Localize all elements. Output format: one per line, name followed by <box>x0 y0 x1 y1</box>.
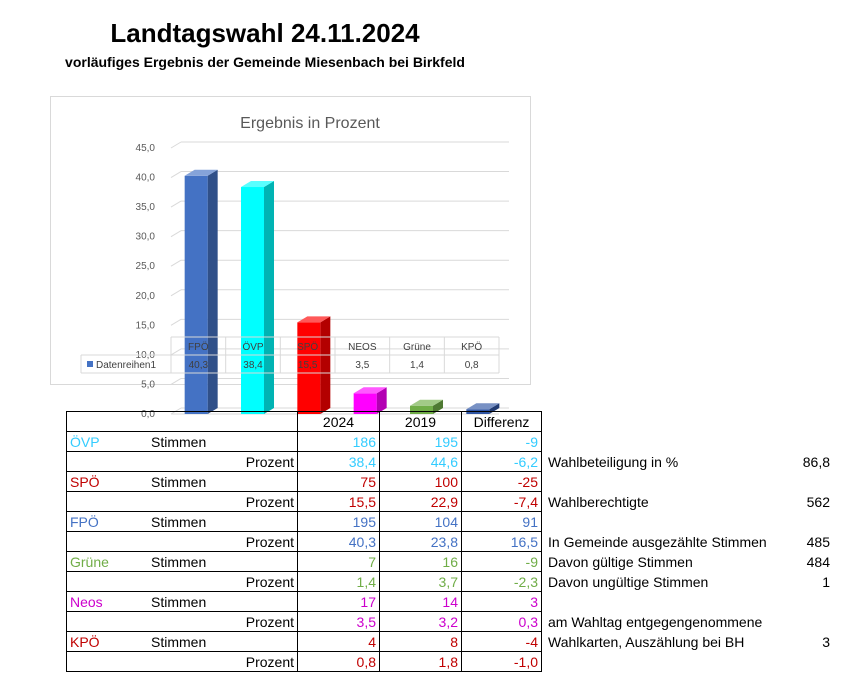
kind-cell: Prozent <box>139 572 298 592</box>
header-empty-kind <box>139 412 298 432</box>
value-2024-cell: 75 <box>298 472 380 492</box>
result-chart <box>50 96 531 420</box>
table-row <box>67 452 542 472</box>
value-2019-cell: 104 <box>380 512 462 532</box>
table-row <box>67 512 542 532</box>
diff-cell: 16,5 <box>462 532 542 552</box>
data-table-value: 40,3 <box>188 360 209 371</box>
gridline-depth <box>171 378 181 384</box>
wahlbeteiligung-label: Wahlbeteiligung in % <box>548 454 679 470</box>
kind-cell: Prozent <box>139 452 298 472</box>
gridline-depth <box>171 349 181 355</box>
x-category-label: ÖVP <box>242 342 264 353</box>
value-2024-cell: 15,5 <box>298 492 380 512</box>
y-tick-label: 35,0 <box>135 202 155 214</box>
y-tick-label: 30,0 <box>135 231 155 243</box>
legend-key <box>87 361 93 367</box>
value-2019-cell: 3,2 <box>380 612 462 632</box>
wahlbeteiligung-value: 86,8 <box>802 454 830 470</box>
data-table-value: 3,5 <box>355 360 370 371</box>
value-2019-cell: 16 <box>380 552 462 572</box>
value-2024-cell: 17 <box>298 592 380 612</box>
y-tick-label: 40,0 <box>135 172 155 184</box>
ausgezaehlt-value: 485 <box>806 534 830 550</box>
kind-cell: Stimmen <box>139 632 298 652</box>
table-row <box>67 612 542 632</box>
wahlkarten-value: 3 <box>822 634 830 650</box>
wahlberechtigte-label: Wahlberechtigte <box>548 494 649 510</box>
party-cell <box>67 452 140 472</box>
y-tick-label: 15,0 <box>135 320 155 332</box>
bar-fpö <box>185 170 218 414</box>
gridline-depth <box>171 290 181 296</box>
table-row <box>67 632 542 652</box>
data-table-value: 38,4 <box>243 360 263 371</box>
y-tick-label: 45,0 <box>135 143 155 154</box>
value-2024-cell: 7 <box>298 552 380 572</box>
party-cell: FPÖ <box>67 512 140 532</box>
kind-cell: Prozent <box>139 532 298 552</box>
table-row <box>67 652 542 672</box>
kind-cell: Prozent <box>139 492 298 512</box>
kind-cell: Stimmen <box>139 512 298 532</box>
table-row <box>67 572 542 592</box>
value-2019-cell: 100 <box>380 472 462 492</box>
kind-cell: Stimmen <box>139 592 298 612</box>
bar-övp <box>241 181 274 414</box>
party-cell: ÖVP <box>67 432 140 452</box>
value-2019-cell: 8 <box>380 632 462 652</box>
value-2019-cell: 195 <box>380 432 462 452</box>
diff-cell: -25 <box>462 472 542 492</box>
gridline-depth <box>171 231 181 237</box>
chart-svg <box>51 97 530 420</box>
diff-cell: -6,2 <box>462 452 542 472</box>
table-row <box>67 592 542 612</box>
value-2024-cell: 40,3 <box>298 532 380 552</box>
table-header-row <box>67 412 542 432</box>
value-2024-cell: 4 <box>298 632 380 652</box>
y-tick-label: 10,0 <box>135 349 155 361</box>
party-cell <box>67 532 140 552</box>
value-2024-cell: 1,4 <box>298 572 380 592</box>
party-cell <box>67 572 140 592</box>
diff-cell: -1,0 <box>462 652 542 672</box>
bar-side <box>264 181 274 414</box>
gridline-depth <box>171 201 181 207</box>
wahlkarten-label-2: Wahlkarten, Auszählung bei BH <box>548 634 745 650</box>
value-2024-cell: 0,8 <box>298 652 380 672</box>
x-category-label: KPÖ <box>461 342 483 353</box>
value-2024-cell: 38,4 <box>298 452 380 472</box>
kind-cell: Stimmen <box>139 552 298 572</box>
party-cell <box>67 652 140 672</box>
bar-front <box>241 187 264 414</box>
value-2024-cell: 195 <box>298 512 380 532</box>
table-row <box>67 552 542 572</box>
party-cell: Neos <box>67 592 140 612</box>
table-row <box>67 472 542 492</box>
page-subtitle: vorläufiges Ergebnis der Gemeinde Miesenbach bei Birkfeld <box>65 54 465 70</box>
ungueltig-label: Davon ungültige Stimmen <box>548 574 709 590</box>
diff-cell: -2,3 <box>462 572 542 592</box>
ungueltig-value: 1 <box>822 574 830 590</box>
table-row <box>67 432 542 452</box>
value-2024-cell: 186 <box>298 432 380 452</box>
y-tick-label: 20,0 <box>135 290 155 302</box>
table-row <box>67 492 542 512</box>
gueltig-value: 484 <box>806 554 830 570</box>
value-2019-cell: 1,8 <box>380 652 462 672</box>
y-tick-label: 5,0 <box>141 379 155 391</box>
diff-cell: -9 <box>462 432 542 452</box>
header-2019: 2019 <box>380 412 462 432</box>
kind-cell: Stimmen <box>139 432 298 452</box>
gridline-depth <box>171 172 181 178</box>
gridline-depth <box>171 260 181 266</box>
y-tick-label: 0,0 <box>141 409 155 420</box>
results-table <box>66 411 542 672</box>
wahlberechtigte-value: 562 <box>806 494 830 510</box>
y-tick-label: 25,0 <box>135 261 155 273</box>
diff-cell: -9 <box>462 552 542 572</box>
bar-side <box>320 316 330 414</box>
bar-neos <box>354 387 387 414</box>
value-2024-cell: 3,5 <box>298 612 380 632</box>
diff-cell: -7,4 <box>462 492 542 512</box>
x-category-label: Grüne <box>403 342 431 353</box>
header-empty-party <box>67 412 140 432</box>
party-cell <box>67 612 140 632</box>
diff-cell: 3 <box>462 592 542 612</box>
party-cell <box>67 492 140 512</box>
header-differenz: Differenz <box>462 412 542 432</box>
x-category-label: FPÖ <box>188 342 209 353</box>
data-table-value: 15,5 <box>297 360 318 371</box>
series-name: Datenreihen1 <box>96 360 157 371</box>
ausgezaehlt-label: In Gemeinde ausgezählte Stimmen <box>548 534 767 550</box>
kind-cell: Stimmen <box>139 472 298 492</box>
data-table-value: 1,4 <box>410 360 424 371</box>
value-2019-cell: 44,6 <box>380 452 462 472</box>
header-2024: 2024 <box>298 412 380 432</box>
wahlkarten-label-1: am Wahltag entgegengenommene <box>548 614 763 630</box>
data-table-value: 0,8 <box>464 360 479 371</box>
chart-title: Ergebnis in Prozent <box>240 115 380 132</box>
value-2019-cell: 14 <box>380 592 462 612</box>
gueltig-label: Davon gültige Stimmen <box>548 554 693 570</box>
kind-cell: Prozent <box>139 612 298 632</box>
party-cell: Grüne <box>67 552 140 572</box>
gridline-depth <box>171 142 181 148</box>
x-category-label: NEOS <box>348 342 377 353</box>
value-2019-cell: 23,8 <box>380 532 462 552</box>
table-row <box>67 532 542 552</box>
diff-cell: -4 <box>462 632 542 652</box>
gridline-depth <box>171 319 181 325</box>
value-2019-cell: 22,9 <box>380 492 462 512</box>
kind-cell: Prozent <box>139 652 298 672</box>
value-2019-cell: 3,7 <box>380 572 462 592</box>
bar-side <box>208 170 218 414</box>
diff-cell: 91 <box>462 512 542 532</box>
diff-cell: 0,3 <box>462 612 542 632</box>
party-cell: KPÖ <box>67 632 140 652</box>
bar-front <box>185 176 208 414</box>
party-cell: SPÖ <box>67 472 140 492</box>
x-category-label: SPÖ <box>297 342 319 353</box>
page-title: Landtagswahl 24.11.2024 <box>110 18 420 48</box>
